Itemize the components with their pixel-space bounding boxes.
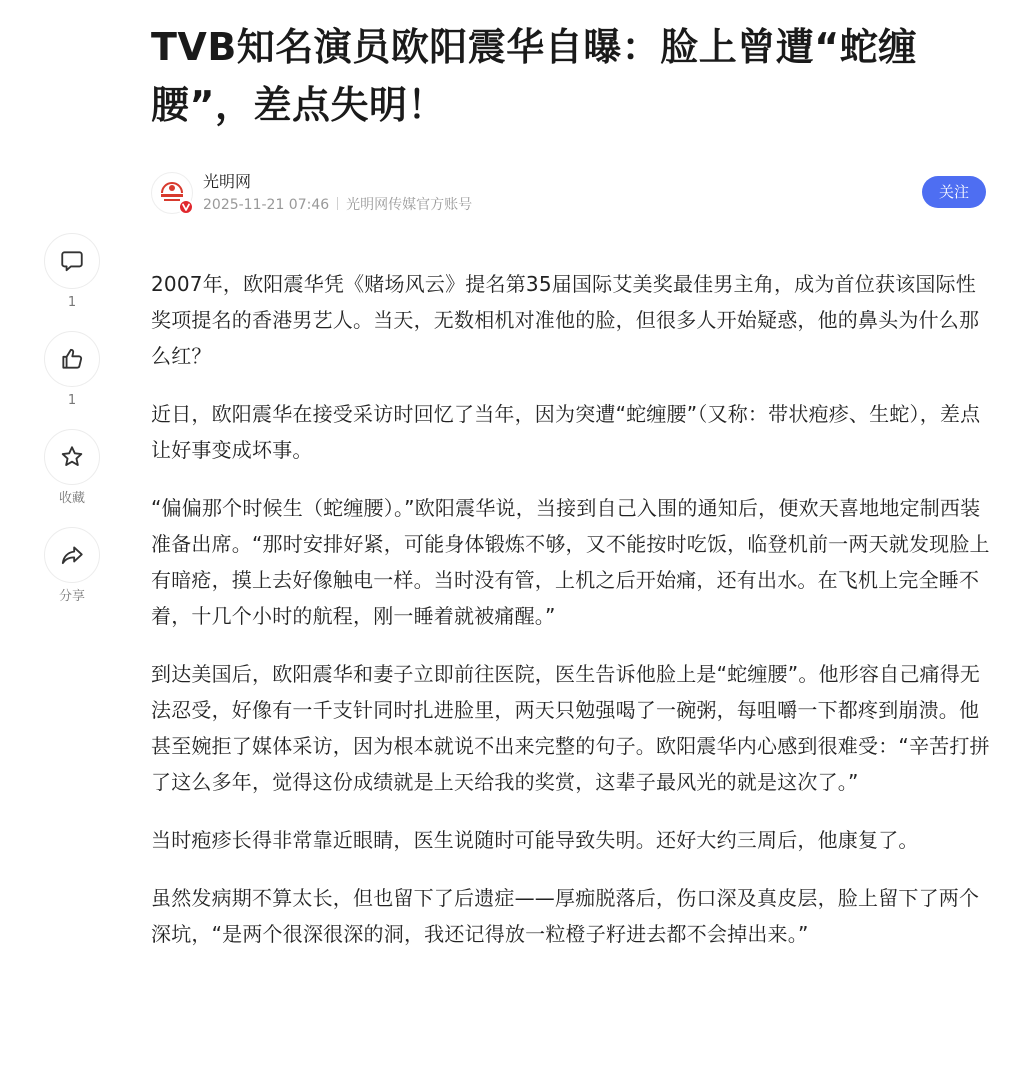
article-paragraph: 当时疱疹长得非常靠近眼睛，医生说随时可能导致失明。还好大约三周后，他康复了。 bbox=[151, 828, 919, 852]
comment-bubble-icon bbox=[59, 248, 85, 274]
like-button[interactable] bbox=[44, 331, 100, 387]
thumbs-up-icon bbox=[59, 346, 85, 372]
meta-divider bbox=[337, 197, 338, 210]
share-action[interactable] bbox=[43, 527, 101, 605]
comment-button[interactable] bbox=[44, 233, 100, 289]
share-button[interactable] bbox=[44, 527, 100, 583]
like-action[interactable] bbox=[43, 331, 101, 409]
article-paragraph: “偏偏那个时候生（蛇缠腰）。”欧阳震华说，当接到自己入围的通知后，便欢天喜地地定制西装准备出席。“那时安排好紧，可能身体锻炼不够，又不能按时吃饭，临登机前一两天就发现脸上有暗疮，摸上去好像触电一样。当时没有管，上机之后开始痛，还有出水。在飞机上完全睡不着，十几个小时的航程，刚一睡着就被痛醒。” bbox=[151, 496, 990, 628]
comment-count: 1 bbox=[67, 295, 77, 310]
author-avatar[interactable] bbox=[151, 172, 193, 214]
favorite-action[interactable] bbox=[43, 429, 101, 507]
author-info bbox=[151, 170, 986, 216]
publish-time: 2025-11-21 07:46 bbox=[203, 197, 330, 213]
article-paragraph: 虽然发病期不算太长，但也留下了后遗症——厚痂脱落后，伤口深及真皮层，脸上留下了两个深坑，“是两个很深很深的洞，我还记得放一粒橙子籽进去都不会掉出来。” bbox=[151, 886, 980, 946]
share-arrow-icon bbox=[59, 542, 85, 568]
share-label: 分享 bbox=[58, 589, 85, 604]
like-count: 1 bbox=[67, 393, 77, 408]
favorite-label: 收藏 bbox=[58, 491, 85, 506]
comment-action[interactable] bbox=[43, 233, 101, 311]
verified-v-icon bbox=[178, 199, 194, 215]
article-body bbox=[151, 266, 991, 974]
favorite-button[interactable] bbox=[44, 429, 100, 485]
article-paragraph: 近日，欧阳震华在接受采访时回忆了当年，因为突遭“蛇缠腰”（又称：带状疱疹、生蛇），差点让好事变成坏事。 bbox=[151, 402, 981, 462]
follow-button[interactable]: 关注 bbox=[922, 176, 986, 208]
article-title: TVB知名演员欧阳震华自曝：脸上曾遭“蛇缠腰”，差点失明！ bbox=[151, 25, 917, 127]
star-icon bbox=[59, 444, 85, 470]
author-meta bbox=[203, 196, 472, 214]
article-paragraph: 到达美国后，欧阳震华和妻子立即前往医院，医生告诉他脸上是“蛇缠腰”。他形容自己痛得无法忍受，好像有一千支针同时扎进脸里，两天只勉强喝了一碗粥，每咀嚼一下都疼到崩溃。他甚至婉拒了媒体采访，因为根本就说不出来完整的句子。欧阳震华内心感到很难受：“辛苦打拼了这么多年，觉得这份成绩就是上天给我的奖赏，这辈子最风光的就是这次了。” bbox=[151, 662, 990, 794]
article-paragraph: 2007年，欧阳震华凭《赌场风云》提名第35届国际艾美奖最佳男主角，成为首位获该国际性奖项提名的香港男艺人。当天，无数相机对准他的脸，但很多人开始疑惑，他的鼻头为什么那么红？ bbox=[151, 272, 980, 368]
account-type: 光明网传媒官方账号 bbox=[346, 197, 473, 213]
author-name[interactable]: 光明网 bbox=[203, 172, 252, 191]
